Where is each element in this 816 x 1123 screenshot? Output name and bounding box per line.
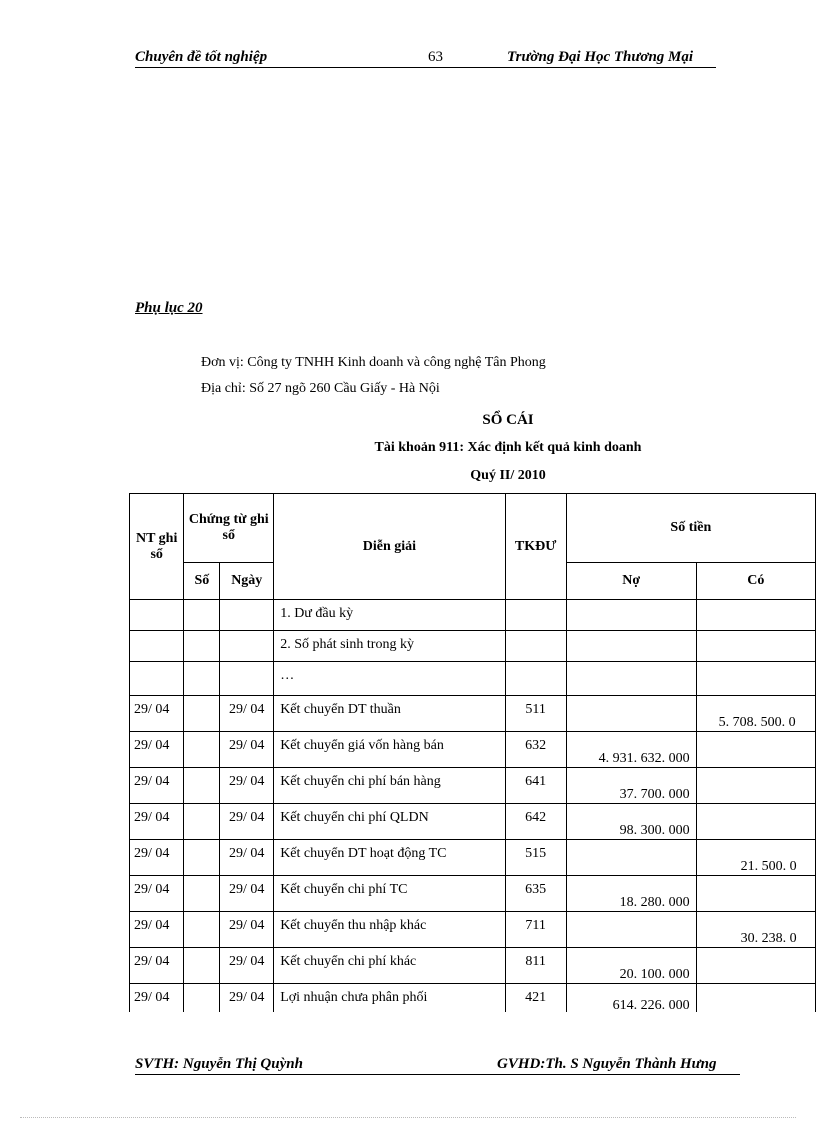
row-debit: 614. 226. 000 bbox=[566, 984, 696, 1013]
footer-student: SVTH: Nguyễn Thị Quỳnh bbox=[135, 1056, 303, 1072]
col-header-amount: Số tiền bbox=[566, 494, 815, 563]
row-desc: 1. Dư đầu kỳ bbox=[274, 600, 505, 631]
row-credit bbox=[696, 804, 815, 840]
row-credit bbox=[696, 768, 815, 804]
row-credit bbox=[696, 876, 815, 912]
row-date: 29/ 04 bbox=[130, 732, 184, 768]
row-voucher-no bbox=[184, 804, 220, 840]
row-date: 29/ 04 bbox=[130, 768, 184, 804]
row-debit: 20. 100. 000 bbox=[566, 948, 696, 984]
row-desc: Kết chuyển DT thuần bbox=[274, 696, 505, 732]
row-voucher-date: 29/ 04 bbox=[220, 732, 274, 768]
page-bottom-rule bbox=[20, 1117, 796, 1118]
row-date: 29/ 04 bbox=[130, 876, 184, 912]
row-desc: Kết chuyển chi phí TC bbox=[274, 876, 505, 912]
row-credit bbox=[696, 948, 815, 984]
table-row bbox=[130, 840, 816, 876]
col-header-desc: Diễn giải bbox=[274, 494, 505, 600]
row-voucher-date: 29/ 04 bbox=[220, 840, 274, 876]
row-account: 635 bbox=[505, 876, 566, 912]
col-header-ngay: Ngày bbox=[220, 563, 274, 600]
row-desc: 2. Số phát sinh trong kỳ bbox=[274, 631, 505, 662]
table-row bbox=[130, 600, 816, 631]
row-debit bbox=[566, 840, 696, 876]
company-unit: Đơn vị: Công ty TNHH Kinh doanh và công nghệ Tân Phong bbox=[201, 355, 546, 370]
col-header-voucher: Chứng từ ghi sổ bbox=[184, 494, 274, 563]
row-account: 641 bbox=[505, 768, 566, 804]
row-debit: 37. 700. 000 bbox=[566, 768, 696, 804]
table-row bbox=[130, 912, 816, 948]
table-row bbox=[130, 631, 816, 662]
row-account: 511 bbox=[505, 696, 566, 732]
row-voucher-no bbox=[184, 876, 220, 912]
row-voucher-date: 29/ 04 bbox=[220, 948, 274, 984]
company-address: Địa chỉ: Số 27 ngõ 260 Cầu Giấy - Hà Nội bbox=[201, 381, 440, 396]
row-voucher-date: 29/ 04 bbox=[220, 804, 274, 840]
row-voucher-date: 29/ 04 bbox=[220, 984, 274, 1013]
page-number: 63 bbox=[428, 49, 443, 65]
row-voucher-no bbox=[184, 696, 220, 732]
row-date: 29/ 04 bbox=[130, 912, 184, 948]
account-title: Tài khoản 911: Xác định kết quả kinh doanh bbox=[374, 440, 642, 455]
row-voucher-date: 29/ 04 bbox=[220, 876, 274, 912]
table-row bbox=[130, 662, 816, 696]
row-voucher-no bbox=[184, 948, 220, 984]
row-voucher-no bbox=[184, 840, 220, 876]
row-voucher-no bbox=[184, 732, 220, 768]
period-title: Quý II/ 2010 bbox=[470, 468, 546, 483]
row-desc: Kết chuyển chi phí khác bbox=[274, 948, 505, 984]
footer-supervisor: GVHD:Th. S Nguyễn Thành Hưng bbox=[497, 1056, 717, 1072]
row-date: 29/ 04 bbox=[130, 948, 184, 984]
row-credit: 21. 500. 0 bbox=[696, 840, 815, 876]
row-account: 421 bbox=[505, 984, 566, 1013]
page-footer bbox=[135, 1055, 740, 1075]
ledger-title: SỔ CÁI bbox=[482, 412, 534, 428]
table-row bbox=[130, 984, 816, 1013]
row-credit: 30. 238. 0 bbox=[696, 912, 815, 948]
header-right-text: Trường Đại Học Thương Mại bbox=[507, 49, 694, 65]
row-desc: Kết chuyển thu nhập khác bbox=[274, 912, 505, 948]
row-voucher-no bbox=[184, 912, 220, 948]
row-desc: Kết chuyển chi phí bán hàng bbox=[274, 768, 505, 804]
table-row bbox=[130, 696, 816, 732]
table-row bbox=[130, 732, 816, 768]
row-date: 29/ 04 bbox=[130, 840, 184, 876]
col-header-no: Nợ bbox=[566, 563, 696, 600]
row-debit: 18. 280. 000 bbox=[566, 876, 696, 912]
row-desc: Lợi nhuận chưa phân phối bbox=[274, 984, 505, 1013]
row-voucher-date: 29/ 04 bbox=[220, 696, 274, 732]
col-header-co: Có bbox=[696, 563, 815, 600]
row-credit bbox=[696, 732, 815, 768]
row-desc: Kết chuyển DT hoạt động TC bbox=[274, 840, 505, 876]
table-row bbox=[130, 876, 816, 912]
row-debit: 98. 300. 000 bbox=[566, 804, 696, 840]
table-row bbox=[130, 948, 816, 984]
row-voucher-no bbox=[184, 984, 220, 1013]
row-voucher-date: 29/ 04 bbox=[220, 912, 274, 948]
row-credit: 5. 708. 500. 0 bbox=[696, 696, 815, 732]
row-desc: … bbox=[274, 662, 505, 696]
col-header-tkdu: TKĐƯ bbox=[505, 494, 566, 600]
ledger-table bbox=[129, 493, 816, 1012]
row-voucher-date: 29/ 04 bbox=[220, 768, 274, 804]
row-date: 29/ 04 bbox=[130, 984, 184, 1013]
row-desc: Kết chuyển giá vốn hàng bán bbox=[274, 732, 505, 768]
row-debit bbox=[566, 912, 696, 948]
row-voucher-no bbox=[184, 768, 220, 804]
row-credit bbox=[696, 984, 815, 1013]
row-desc: Kết chuyển chi phí QLDN bbox=[274, 804, 505, 840]
col-header-nt: NT ghi sổ bbox=[130, 494, 184, 600]
row-account: 711 bbox=[505, 912, 566, 948]
row-debit bbox=[566, 696, 696, 732]
row-account: 811 bbox=[505, 948, 566, 984]
row-account: 642 bbox=[505, 804, 566, 840]
row-account: 632 bbox=[505, 732, 566, 768]
row-date: 29/ 04 bbox=[130, 804, 184, 840]
row-account: 515 bbox=[505, 840, 566, 876]
table-row bbox=[130, 804, 816, 840]
row-date: 29/ 04 bbox=[130, 696, 184, 732]
header-left-text: Chuyên đề tốt nghiệp bbox=[135, 49, 268, 65]
col-header-so: Số bbox=[184, 563, 220, 600]
appendix-label: Phụ lục 20 bbox=[135, 300, 203, 316]
table-row bbox=[130, 768, 816, 804]
row-debit: 4. 931. 632. 000 bbox=[566, 732, 696, 768]
